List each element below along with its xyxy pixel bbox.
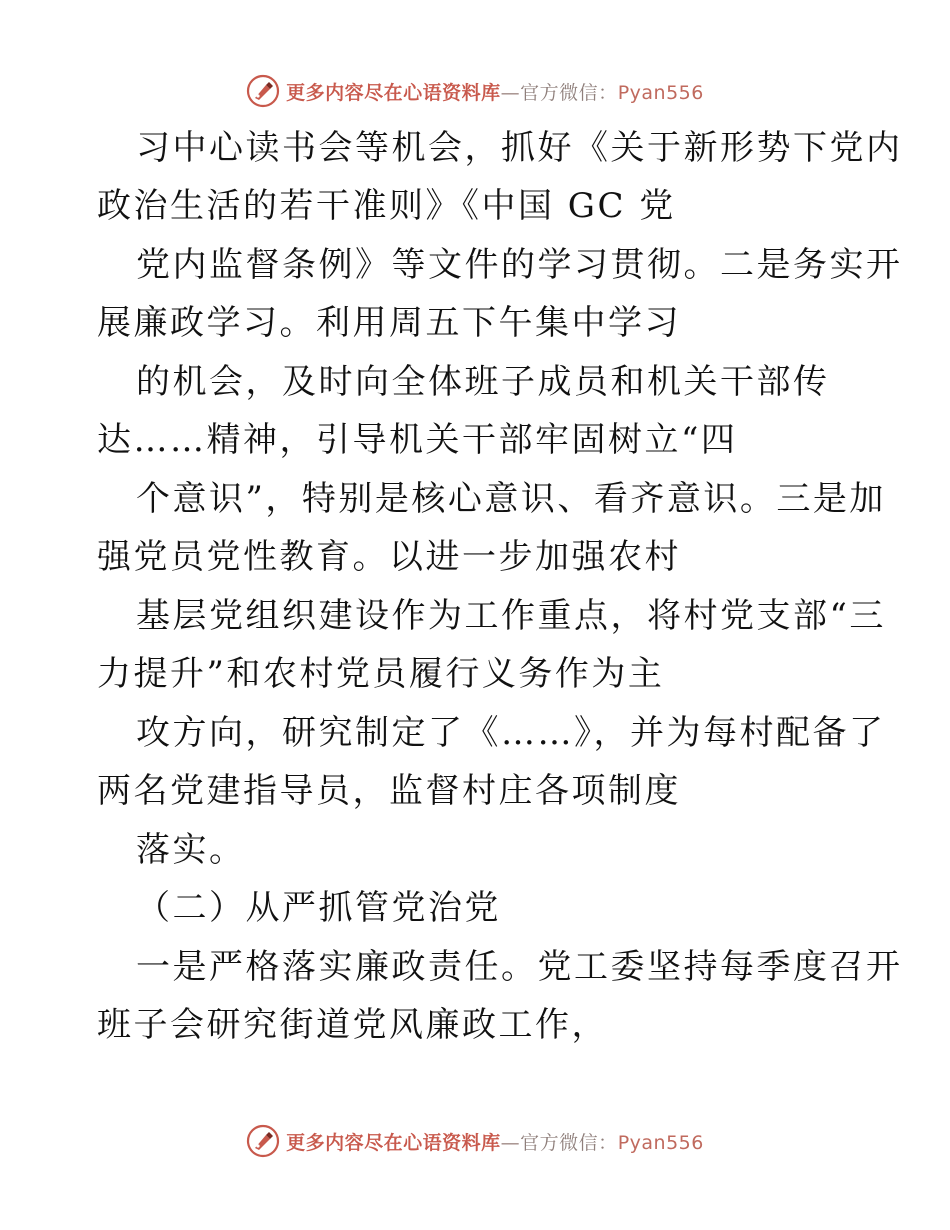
body-line: 展廉政学习。利用周五下午集中学习: [97, 303, 681, 343]
body-line: 基层党组织建设作为工作重点，将村党支部“三: [136, 596, 886, 636]
watermark-separator: —: [500, 81, 521, 104]
body-line: 一是严格落实廉政责任。党工委坚持每季度召开: [136, 947, 903, 987]
body-line: 落实。: [136, 830, 246, 870]
body-line: 个意识”，特别是核心意识、看齐意识。三是加: [136, 479, 886, 519]
watermark-main-text: 更多内容尽在心语资料库: [286, 1131, 501, 1154]
watermark-text: [286, 1128, 704, 1155]
watermark-wechat-id: Pyan556: [617, 81, 704, 104]
body-line: 习中心读书会等机会，抓好《关于新形势下党内: [136, 128, 903, 168]
body-line: 力提升”和农村党员履行义务作为主: [97, 654, 665, 694]
footer-watermark: [0, 1121, 950, 1161]
body-line: 达……精神，引导机关干部牢固树立“四: [97, 420, 738, 460]
watermark-wechat-id: Pyan556: [617, 1131, 704, 1154]
pen-nib-logo-icon: [246, 1124, 280, 1158]
pen-nib-logo-icon: [246, 74, 280, 108]
body-line: 党内监督条例》等文件的学习贯彻。二是务实开: [136, 245, 903, 285]
watermark-main-text: 更多内容尽在心语资料库: [286, 81, 501, 104]
body-line: 攻方向，研究制定了《……》，并为每村配备了: [136, 713, 886, 753]
watermark-separator: —: [500, 1131, 521, 1154]
header-watermark: [0, 71, 950, 111]
body-line: 政治生活的若干准则》《中国 GC 党: [97, 186, 676, 226]
section-heading: （二）从严抓管党治党: [136, 888, 501, 928]
body-line: 两名党建指导员，监督村庄各项制度: [97, 771, 681, 811]
body-line: 的机会，及时向全体班子成员和机关干部传: [136, 362, 830, 402]
body-line: 强党员党性教育。以进一步加强农村: [97, 537, 681, 577]
watermark-wechat-label: 官方微信：: [520, 81, 618, 104]
watermark-wechat-label: 官方微信：: [520, 1131, 618, 1154]
body-line: 班子会研究街道党风廉政工作，: [97, 1005, 608, 1045]
watermark-text: [286, 78, 704, 105]
